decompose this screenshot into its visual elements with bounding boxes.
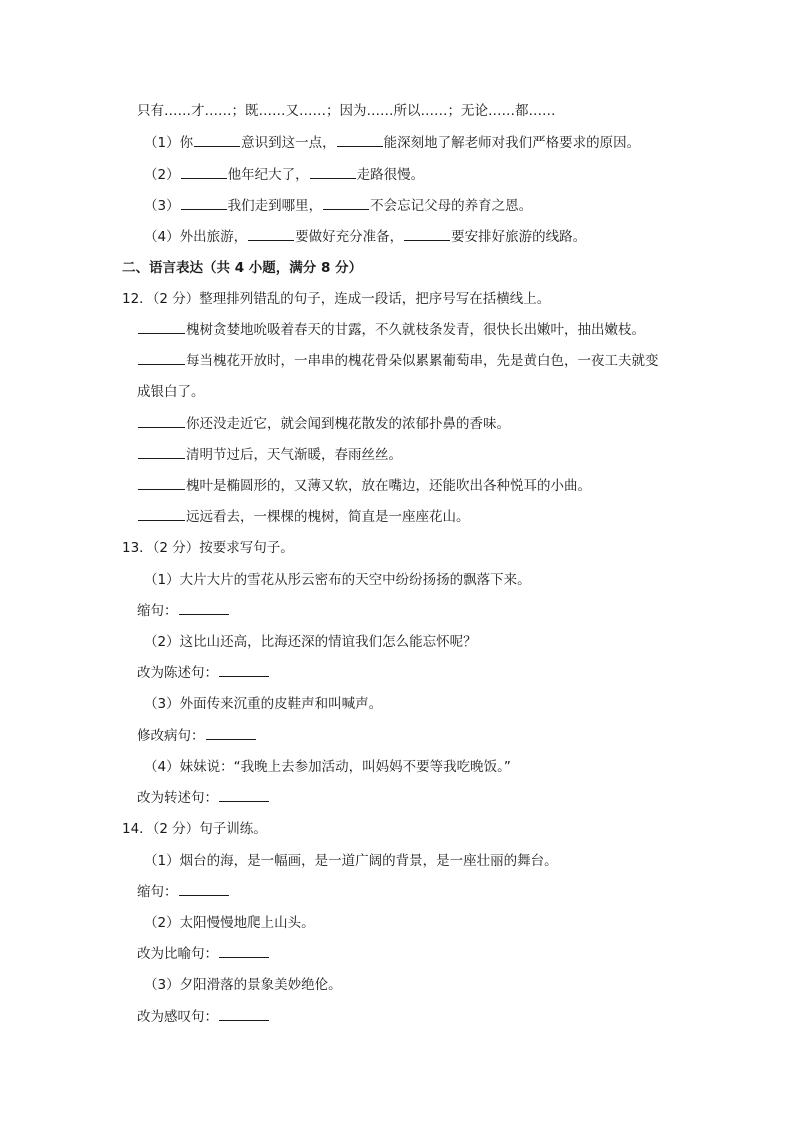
answer-blank[interactable] bbox=[138, 320, 185, 334]
answer-blank[interactable] bbox=[138, 445, 185, 459]
q12-sentence-5: 槐叶是椭圆形的，又薄又软，放在嘴边，还能吹出各种悦耳的小曲。 bbox=[137, 476, 591, 496]
q12-sentence-1: 槐树贪婪地吮吸着春天的甘露，不久就枝条发青，很快长出嫩叶，抽出嫩枝。 bbox=[137, 320, 645, 340]
answer-blank[interactable] bbox=[206, 726, 256, 740]
answer-blank[interactable] bbox=[181, 196, 227, 210]
answer-blank[interactable] bbox=[138, 507, 185, 521]
q13-item-1: （1）大片大片的雪花从彤云密布的天空中纷纷扬扬的飘落下来。 bbox=[144, 572, 531, 588]
q12-sentence-2-cont: 成银白了。 bbox=[137, 384, 205, 400]
q13-item-4: （4）妹妹说：“我晚上去参加活动，叫妈妈不要等我吃晚饭。” bbox=[144, 759, 511, 775]
answer-blank[interactable] bbox=[179, 601, 229, 615]
answer-blank[interactable] bbox=[219, 663, 269, 677]
q13-title: 13．（2 分）按要求写句子。 bbox=[122, 540, 294, 556]
q14-answer-1: 缩句： bbox=[137, 882, 230, 902]
answer-blank[interactable] bbox=[404, 227, 450, 241]
answer-blank[interactable] bbox=[138, 476, 185, 490]
q11-item-2: （2） 他年纪大了， 走路很慢。 bbox=[144, 167, 425, 183]
q12-sentence-2: 每当槐花开放时，一串串的槐花骨朵似累累葡萄串，先是黄白色，一夜工夫就变 bbox=[137, 351, 659, 371]
answer-blank[interactable] bbox=[194, 133, 240, 147]
answer-blank[interactable] bbox=[179, 882, 229, 896]
q14-title: 14．（2 分）句子训练。 bbox=[122, 821, 267, 837]
connectives-line: 只有……才……；既……又……；因为……所以……；无论……都…… bbox=[137, 103, 556, 119]
q14-answer-2: 改为比喻句： bbox=[137, 944, 270, 964]
q14-answer-3: 改为感叹句： bbox=[137, 1007, 270, 1027]
q14-item-2: （2）太阳慢慢地爬上山头。 bbox=[144, 915, 315, 931]
q13-item-3: （3）外面传来沉重的皮鞋声和叫喊声。 bbox=[144, 696, 383, 712]
q12-sentence-6: 远远看去，一棵棵的槐树，简直是一座座花山。 bbox=[137, 507, 470, 527]
answer-blank[interactable] bbox=[219, 1007, 269, 1021]
q12-sentence-4: 清明节过后，天气渐暖，春雨丝丝。 bbox=[137, 445, 402, 465]
section-2-heading: 二、语言表达（共 4 小题，满分 8 分） bbox=[122, 260, 363, 276]
q12-sentence-3: 你还没走近它，就会闻到槐花散发的浓郁扑鼻的香味。 bbox=[137, 414, 510, 434]
q11-item-3: （3） 我们走到哪里， 不会忘记父母的养育之恩。 bbox=[144, 198, 533, 214]
answer-blank[interactable] bbox=[138, 414, 185, 428]
q12-title: 12．（2 分）整理排列错乱的句子，连成一段话，把序号写在括横线上。 bbox=[122, 291, 551, 307]
q11-item-4: （4）外出旅游， 要做好充分准备， 要安排好旅游的线路。 bbox=[144, 229, 587, 245]
answer-blank[interactable] bbox=[138, 351, 185, 365]
q13-item-2: （2）这比山还高，比海还深的情谊我们怎么能忘怀呢？ bbox=[144, 634, 477, 650]
q13-answer-4: 改为转述句： bbox=[137, 788, 270, 808]
answer-blank[interactable] bbox=[337, 133, 383, 147]
answer-blank[interactable] bbox=[181, 165, 227, 179]
answer-blank[interactable] bbox=[323, 196, 369, 210]
answer-blank[interactable] bbox=[248, 227, 294, 241]
q13-answer-3: 修改病句： bbox=[137, 726, 257, 746]
q13-answer-2: 改为陈述句： bbox=[137, 663, 270, 683]
answer-blank[interactable] bbox=[310, 165, 356, 179]
q13-answer-1: 缩句： bbox=[137, 601, 230, 621]
q11-item-1: （1）你 意识到这一点， 能深刻地了解老师对我们严格要求的原因。 bbox=[144, 135, 641, 151]
q14-item-3: （3）夕阳滑落的景象美妙绝伦。 bbox=[144, 977, 342, 993]
answer-blank[interactable] bbox=[219, 944, 269, 958]
answer-blank[interactable] bbox=[219, 788, 269, 802]
q14-item-1: （1）烟台的海，是一幅画，是一道广阔的背景，是一座壮丽的舞台。 bbox=[144, 853, 558, 869]
